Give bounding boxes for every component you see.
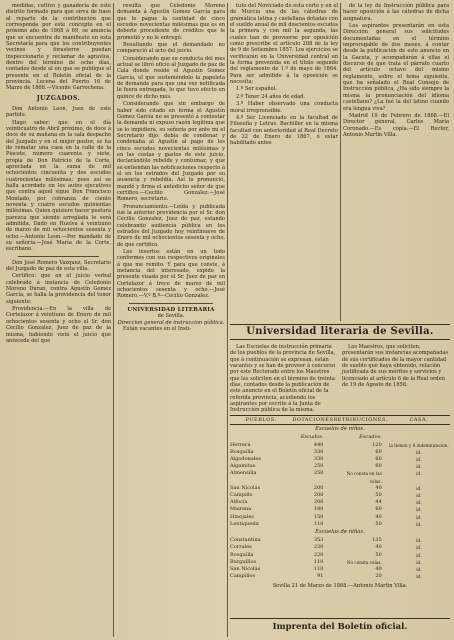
table-cell: 180 (313, 506, 324, 513)
table-cell: Rosquilla (230, 551, 254, 558)
table-cell: 353 (313, 537, 324, 544)
column-header: RETRIBUCIONES. (333, 416, 388, 423)
table-cell: Algodonales (230, 455, 261, 462)
table-cell: 44 (375, 499, 382, 506)
table-cell: 60 (375, 455, 382, 462)
table-row (230, 559, 450, 566)
table-row (230, 566, 450, 573)
table-row (230, 470, 450, 484)
table-row (230, 463, 450, 470)
unit-label (388, 434, 450, 441)
column-header: PUEBLOS. (230, 415, 292, 424)
column-divider (113, 3, 114, 637)
table-cell: id. (416, 559, 422, 565)
table-cell: 50 (375, 551, 382, 558)
paragraph: Están vacantes en el Insti- (123, 325, 192, 332)
table-cell: id. (416, 514, 422, 520)
column-divider (340, 3, 341, 321)
paragraph: Don Antonio Leon, Juez de este partido. (6, 105, 111, 119)
paragraph: Madrid 19 de Febrero de 1868.—El Director general, Carlos María Coronado.—Es copia.—El Rector, Antonio Martin Villa. (343, 112, 449, 138)
table-row (230, 456, 450, 463)
paragraph: Los aspirantes presentarán en esta Dirección general sus solicitudes documentadas en el término improrogable de dos meses, á contar desde la publicación de este anuncio en la Gaceta, y acompañarán á ellas el discurso de que trata el párrafo cuarto del artículo octavo del mismo reglamento, sobre el tema siguiente, que ha señalado el Real Consejo de Instrucción pública, ¿Ha sido siempre la misma la pronunciación del idioma castellano? ¿La fué la del latino cuando era lengua viva? (343, 23, 449, 112)
table-cell: 200 (313, 499, 324, 506)
column-header: DOTACIONES (292, 416, 334, 423)
table-cell: id. (416, 492, 422, 498)
table-cell: Burguillos (230, 558, 257, 565)
list-item: 4.º Ser Licenciado en la facultad de Filosofía y Letras. Bachiller en la misma facultad con anterioridad al Real Decreto de 22 de Enero de 1867, ó estar habilitado antes (230, 114, 338, 147)
table-cell: 50 (375, 520, 382, 527)
table-cell: id. (416, 552, 422, 558)
column-2 (117, 3, 225, 333)
table-cell: id. (416, 545, 422, 551)
table-cell: Campillo (230, 491, 253, 498)
university-title: UNIVERSIDAD LITERARIA (127, 306, 215, 313)
table-cell: 250 (313, 463, 324, 470)
table-cell: id. (416, 566, 422, 572)
table-cell: 60 (375, 463, 382, 470)
table-cell: 250 (313, 470, 324, 477)
table-row (230, 506, 450, 513)
table-subheading: Escuelas de niños. (315, 426, 365, 433)
table-cell: Algamitas (230, 463, 256, 470)
table-cell: id. (416, 464, 422, 470)
direction-title: Direccion general de instruccion pública. (117, 319, 225, 326)
table-cell: 40 (375, 513, 382, 520)
list-item: 1.º Ser español. (236, 86, 277, 93)
table-cell: id. (416, 500, 422, 506)
table-cell: Hinojales (230, 513, 254, 520)
table-cell: id. (416, 507, 422, 513)
table-row (230, 492, 450, 499)
table-cell: No consta celas. (346, 559, 382, 565)
paragraph: Los Maestros, que soliciten, presentarán sus instancias acompañadas de sus certificados de la mayor cantidad de sueldo que haya obtenido, relación justificada de sus méritos y servicios y licenciado al artículo 6 de la Real orden de 19 de Agosto de 1858. (342, 344, 449, 389)
table-cell: 330 (313, 448, 324, 455)
table-cell: 60 (375, 506, 382, 513)
university-announcement (230, 324, 450, 590)
table-row (230, 442, 450, 449)
column-4 (343, 3, 449, 139)
paragraph: tuto del Noviciado de esta corte y en el de Murcia una de las cátedras de gramática latina y castellana dotadas con el sueldo anual de mil doscientos escudos la primera y con mil la segunda, las cuales han de proveerse por oposición como prescribe el artículo 208 de la ley de 9 de Setiembre 1857. Los ejercicios se verificarán en la Universidad central en la forma prevenida en el título segundo del reglamento de 1.º de mayo de 1864. Para ser admitido á la oposición se necesita: (230, 3, 339, 86)
table-cell: 110 (313, 520, 324, 527)
table-cell: id. (416, 485, 422, 491)
section-heading: JUZGADOS. (36, 94, 81, 102)
paragraph: Las Escuelas de instrucción primaria de los pueblos de la provincia de Sevilla, que á continuación se expresan, están vacantes y se han de proveer á concurso por este Rectorado entre los Maestros que las soliciten en el término de treinta días, contados desde la publicación de este anuncio en el Boletín oficial de la referida provincia, acudiendo los aspirantes por escrito á la Junta de Instrucción pública de la misma. (230, 344, 336, 414)
paragraph: Resultando que el demandado no compareció al acto del juicio. (117, 42, 225, 55)
paragraph: Don José Romero Vazquez, Secretario del Juzgado de paz de esta villa. (6, 259, 111, 273)
table-row (230, 573, 450, 580)
vacancies-table (230, 415, 450, 581)
university-subtitle: de Sevilla. (157, 313, 185, 320)
announcement-intro (230, 344, 450, 415)
paragraph: Providencia.—En la villa de Cortelazor á veintiuno de Enero de mil ochocientos sesenta y ocho el Sr. don Cecilio Gonzalez, Juez de paz de la misma, habiendo visto el juicio que antecede del que (6, 306, 111, 344)
table-cell: 60 (375, 448, 382, 455)
table-cell: 220 (313, 551, 324, 558)
list-item: 3.º Haber observado una conducta moral irreprensible. (230, 101, 338, 114)
paragraph: Pronunciamiento.—Leída y publicada fué la anterior providencia por el Sr. don Cecilio Gonzalez, Juez de paz, estando celebrando audiencia pública en los estrados del Juzgado hoy veintinueve de Enero de mil ochocientos sesenta y ocho, de que certifico. (117, 203, 225, 248)
table-cell: id. (416, 574, 422, 580)
table-cell: Corrales (230, 544, 252, 551)
table-cell: id. (416, 521, 422, 527)
table-cell: 40 (375, 565, 382, 572)
column-3 (230, 3, 338, 148)
column-divider (227, 3, 228, 637)
table-cell: Almensilla (230, 470, 257, 477)
table-cell: 91 (317, 573, 324, 580)
unit-label: Escudos. (359, 434, 382, 441)
table-row (230, 449, 450, 456)
table-row (230, 485, 450, 492)
table-row (230, 499, 450, 506)
table-cell: 330 (313, 455, 324, 462)
table-cell: 120 (372, 441, 382, 448)
printer-imprint: Imprenta del Boletín oficial. (230, 618, 450, 632)
table-row (230, 552, 450, 559)
paragraph: de la ley de Instrucción pública para hacer oposición á las cátedras de dicha asignatura. (343, 3, 449, 22)
table-cell: San Nicolás (230, 565, 261, 572)
divider (129, 303, 213, 304)
table-cell: Mairena (230, 506, 252, 513)
paragraph: Considerando que sin embargo de haber sido citado en forma el Agustín Gomez García no se presentó á contestar la demanda ni expuso razón legítima que se lo impidiera, su señoría por ante mí el Secretario dijo: debía de condenar y condenaba al Agustín al pago de los cinco escudos novecientas milésimas y en las costas y gastos de este juicio, declarándolo rebelde y contumaz, y que se entiendan las notificaciones respecto á el en los estrados del Juzgado por su ausencia y rebeldía. Así lo pronunció, mandó y firma el antedicho señor de que certifico.—Cecilio Gonzalez.—José Romero, secretario. (117, 101, 225, 203)
announcement-title: Universidad literaria de Sevilla. (230, 324, 450, 340)
table-cell: Constantina (230, 537, 261, 544)
unit-label: Escudos. (300, 434, 324, 441)
table-row (230, 521, 450, 528)
column-header: CASA. (388, 415, 450, 424)
table-row (230, 514, 450, 521)
table-cell: 110 (313, 558, 324, 565)
paragraph: resulta que Celedonio Moreno demanda á Agustín Gomez García para que le pague la cantidad de cinco escudos novecientas milésimas que es en deberle procedente de créditos que le prometió y no le entregó. (117, 3, 225, 41)
table-cell: 200 (313, 484, 324, 491)
announcement-footer: Sevilla 21 de Marzo de 1868.—Antonio Martin Villa. (272, 583, 408, 590)
table-cell: 150 (313, 513, 324, 520)
list-item: 2.º Tener 24 años de edad. (236, 93, 306, 100)
table-cell: 440 (313, 441, 324, 448)
paragraph: medidas, cultivo y ganadería de este distrito formado para que sirva de base al reparto de la contribución que corresponda por este concepto en el próximo año de 1868 á 69, se anuncia que se encuentra de manifiesto en esta Secretaría para que los contribuyentes vecinos y forasteros puedan inspeccionarlo y reclamar de agravios, dentro del término de ocho días, contados desde el en que se publique el presente en el Boletín oficial de la provincia. Lucena del Puerto 16 de Marzo de 1868.—Vicente Garrochena. (6, 3, 111, 92)
table-cell: Alfocía (230, 499, 248, 506)
table-cell: id. (416, 538, 422, 544)
table-cell: 135 (372, 537, 382, 544)
divider (18, 256, 99, 257)
table-cell: Lentiqueda (230, 520, 259, 527)
table-subheading: Escuelas de niñas. (315, 528, 365, 535)
table-cell: No consta en las colas. (346, 471, 382, 484)
table-cell: 40 (375, 544, 382, 551)
table-cell: 20 (375, 573, 382, 580)
table-cell: 40 (375, 484, 382, 491)
table-cell: Rosquilla (230, 448, 254, 455)
unit-label (230, 434, 292, 441)
table-row (230, 544, 450, 551)
paragraph: Los insertos están en un todo conformes con sus respectivos originales á que me remito. Y para que conste, á instancia del interesado, expido la presente visada por el Sr. Juez de paz en Cortelazor á trece de marzo de mil ochocientos sesenta y ocho.—José Romero.—V.º B.º—Cecilio Gonzalez. (117, 249, 225, 300)
table-cell: Campillos (230, 573, 256, 580)
table-cell: 200 (313, 491, 324, 498)
table-cell: 220 (313, 544, 324, 551)
table-cell: id. (416, 456, 422, 462)
table-cell: la tienen y 8 indemnizacion. (389, 442, 449, 448)
paragraph: Certifico: que en el juicio verbal celebrado á instancia de Celedonio Moreno Duran, contra Agustín Gomez García, se halla la providencia del tenor siguiente: (6, 273, 111, 305)
table-cell: 110 (313, 565, 324, 572)
table-cell: id. (416, 449, 422, 455)
table-cell: Herrera (230, 441, 251, 448)
paragraph: Considerando que su conducta del mes actual se libró oficio al Juzgado de paz de Cala donde reside el Agustín Gomez García, el que sosteniéndolo la papeleta de demanda para que una vez notificada le fuera entregada, lo que tuvo efecto en quince de dicho mes. (117, 55, 225, 100)
table-cell: San Nicolás (230, 484, 261, 491)
column-1 (6, 3, 111, 345)
table-row (230, 537, 450, 544)
paragraph: Hago saber: que en el día veinticuatro de Abril próximo, de doce á doce de su mañana en la sala despacho del Juzgado y en el mejor postor, se ha de rematar una casa en la calle de la Piacete, número cuarenta y siete, propia de Don Patricio de la Corte, apreciada en la suma de mil ochocientos cincuenta y dos escudos cuatrocientas milésimas; pues así se halla acordado en los autos ejecutivos que contra aquel sigue Don Francisco Montado, por cobranza de ciento noventa y cuatro escudos quinientas milésimas. Quien quisiere hacer postura parezca que siendo arreglada le será admitida. Dado en Huelva á veintiuno de marzo de mil ochocientos sesenta y ocho.—Antonio Leon.—Por mandado de su señoría.—José María de la Corte, escribano. (6, 119, 111, 253)
table-cell: id. (416, 471, 422, 477)
table-cell: 50 (375, 491, 382, 498)
